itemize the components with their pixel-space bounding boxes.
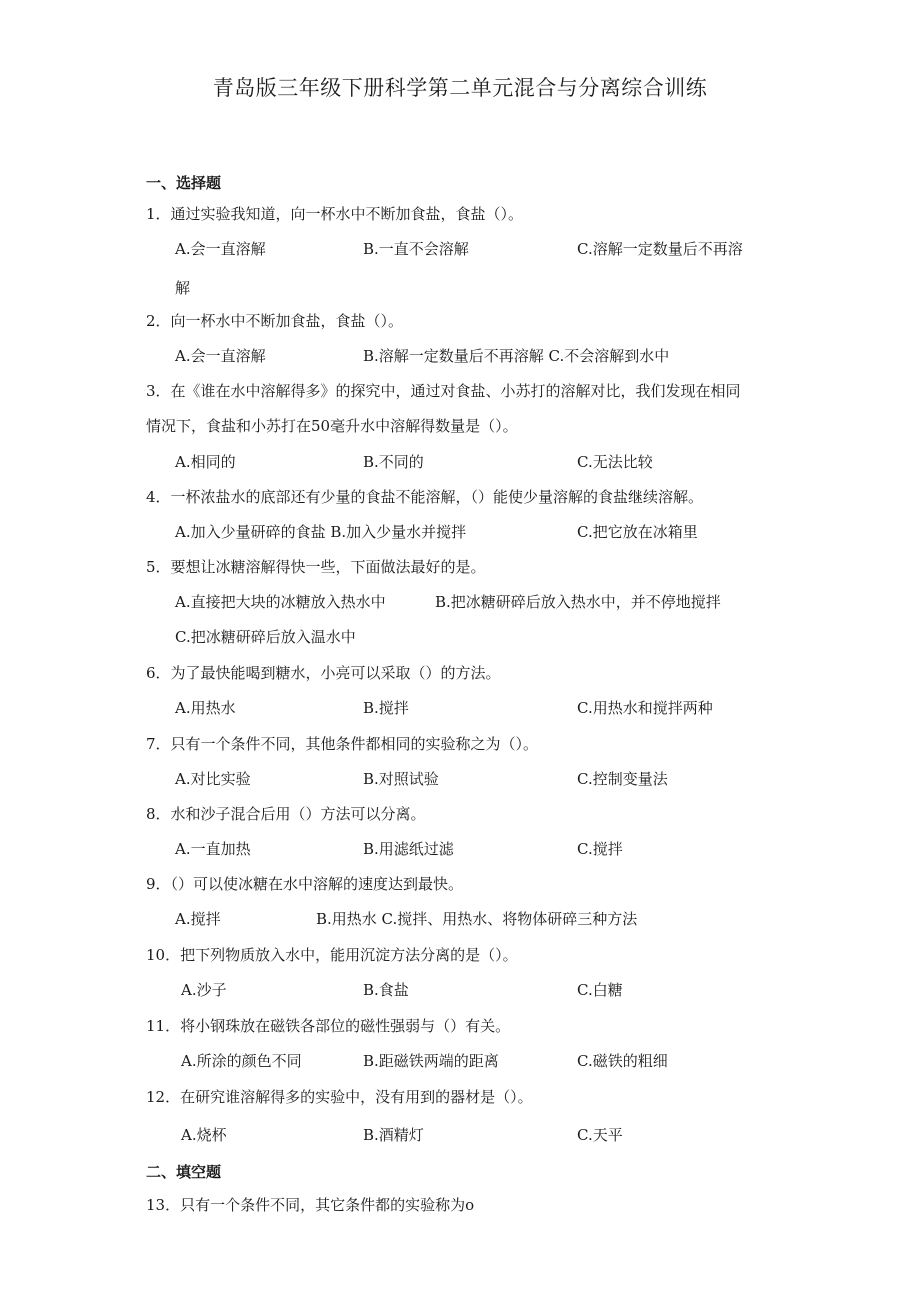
question-11: 11．将小钢珠放在磁铁各部位的磁性强弱与（）有关。 bbox=[146, 1017, 511, 1035]
section-heading-fill: 二、填空题 bbox=[146, 1163, 222, 1181]
question-9: 9．（）可以使冰糖在水中溶解的速度达到最快。 bbox=[146, 875, 464, 893]
q11-option-a: A.所涂的颜色不同 bbox=[181, 1052, 302, 1070]
question-5: 5．要想让冰糖溶解得快一些，下面做法最好的是。 bbox=[146, 558, 486, 576]
q8-option-c: C.搅拌 bbox=[577, 840, 623, 858]
q1-option-a: A.会一直溶解 bbox=[175, 240, 266, 258]
q3-option-b: B.不同的 bbox=[363, 453, 424, 471]
q10-option-b: B.食盐 bbox=[363, 981, 409, 999]
question-4: 4．一杯浓盐水的底部还有少量的食盐不能溶解，（）能使少量溶解的食盐继续溶解。 bbox=[146, 488, 704, 506]
q2-option-bc: B.溶解一定数量后不再溶解 C.不会溶解到水中 bbox=[363, 347, 670, 365]
q6-option-c: C.用热水和搅拌两种 bbox=[577, 699, 713, 717]
page-title: 青岛版三年级下册科学第二单元混合与分离综合训练 bbox=[212, 76, 708, 100]
question-13: 13．只有一个条件不同，其它条件都的实验称为o bbox=[146, 1196, 475, 1214]
question-7: 7．只有一个条件不同，其他条件都相同的实验称之为（）。 bbox=[146, 735, 539, 753]
q12-option-b: B.酒精灯 bbox=[363, 1126, 424, 1144]
q2-option-a: A.会一直溶解 bbox=[175, 347, 266, 365]
question-3: 3．在《谁在水中溶解得多》的探究中，通过对食盐、小苏打的溶解对比，我们发现在相同 bbox=[146, 382, 741, 400]
q5-option-b: B.把冰糖研碎后放入热水中，并不停地搅拌 bbox=[435, 593, 721, 611]
q9-option-bc: B.用热水 C.搅拌、用热水、将物体研碎三种方法 bbox=[316, 910, 638, 928]
question-2: 2．向一杯水中不断加食盐，食盐（）。 bbox=[146, 312, 404, 330]
q1-option-c: C.溶解一定数量后不再溶 bbox=[577, 240, 743, 258]
question-6: 6．为了最快能喝到糖水，小亮可以采取（）的方法。 bbox=[146, 664, 501, 682]
q9-option-a: A.搅拌 bbox=[175, 910, 221, 928]
q11-option-b: B.距磁铁两端的距离 bbox=[363, 1052, 499, 1070]
q1-option-b: B.一直不会溶解 bbox=[363, 240, 469, 258]
q10-option-c: C.白糖 bbox=[577, 981, 623, 999]
q6-option-a: A.用热水 bbox=[175, 699, 236, 717]
q1-option-c-wrap: 解 bbox=[175, 279, 191, 297]
q6-option-b: B.搅拌 bbox=[363, 699, 409, 717]
q8-option-a: A.一直加热 bbox=[175, 840, 251, 858]
q5-option-c: C.把冰糖研碎后放入温水中 bbox=[175, 628, 356, 646]
q7-option-b: B.对照试验 bbox=[363, 770, 439, 788]
q10-option-a: A.沙子 bbox=[181, 981, 227, 999]
q4-option-ab: A.加入少量研碎的食盐 B.加入少量水并搅拌 bbox=[175, 523, 467, 541]
q12-option-c: C.天平 bbox=[577, 1126, 623, 1144]
q7-option-a: A.对比实验 bbox=[175, 770, 251, 788]
question-8: 8．水和沙子混合后用（）方法可以分离。 bbox=[146, 805, 426, 823]
q3-option-c: C.无法比较 bbox=[577, 453, 653, 471]
q12-option-a: A.烧杯 bbox=[181, 1126, 227, 1144]
question-12: 12．在研究谁溶解得多的实验中，没有用到的器材是（）。 bbox=[146, 1088, 533, 1106]
q8-option-b: B.用滤纸过滤 bbox=[363, 840, 454, 858]
q3-option-a: A.相同的 bbox=[175, 453, 236, 471]
q11-option-c: C.磁铁的粗细 bbox=[577, 1052, 668, 1070]
question-1: 1．通过实验我知道，向一杯水中不断加食盐，食盐（）。 bbox=[146, 205, 524, 223]
question-10: 10．把下列物质放入水中，能用沉淀方法分离的是（）。 bbox=[146, 946, 518, 964]
q5-option-a: A.直接把大块的冰糖放入热水中 bbox=[175, 593, 386, 611]
q4-option-c: C.把它放在冰箱里 bbox=[577, 523, 698, 541]
question-3-cont: 情况下，食盐和小苏打在50毫升水中溶解得数量是（）。 bbox=[146, 417, 518, 435]
section-heading-choice: 一、选择题 bbox=[146, 174, 222, 192]
q7-option-c: C.控制变量法 bbox=[577, 770, 668, 788]
